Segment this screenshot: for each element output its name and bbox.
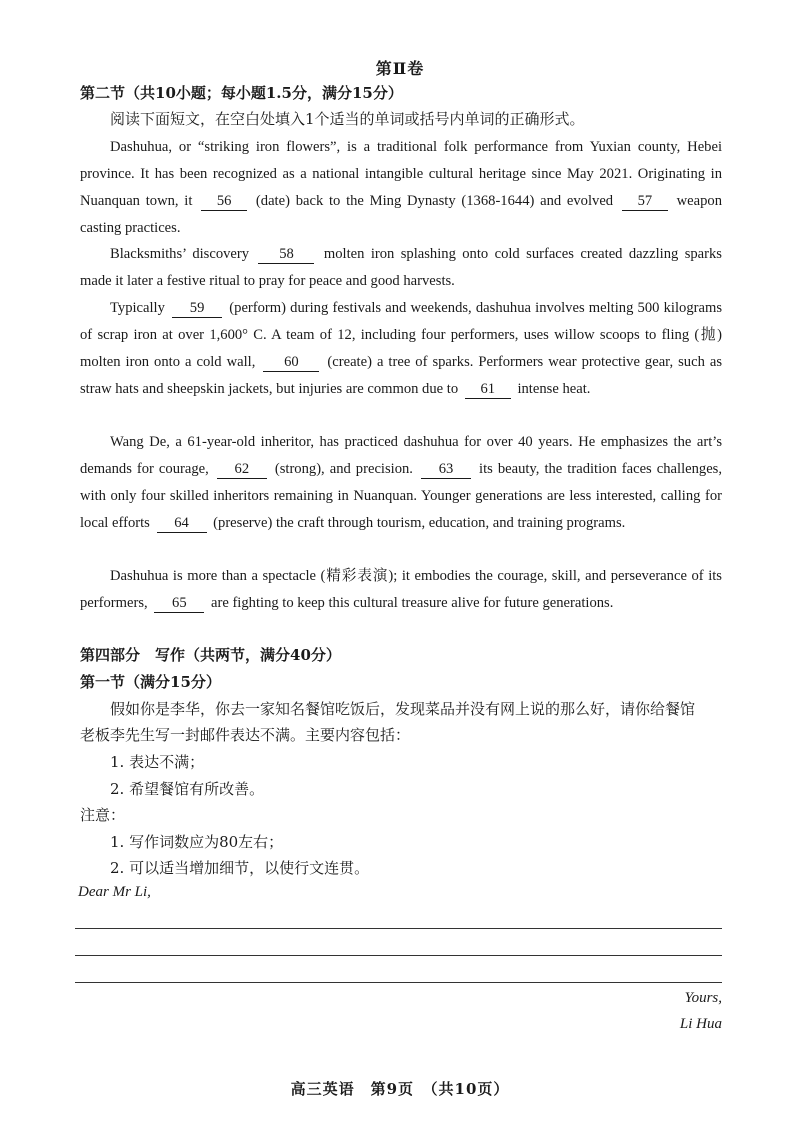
blank-62[interactable]: 62 xyxy=(217,460,267,479)
answer-line-3[interactable] xyxy=(75,982,722,983)
p2-text-a: Blacksmiths’ discovery xyxy=(110,246,250,262)
blank-59[interactable]: 59 xyxy=(172,299,222,318)
letter-signature: Li Hua xyxy=(679,1016,722,1032)
writing-prompt-line-2: 老板李先生写一封邮件表达不满。主要内容包括： xyxy=(80,726,411,744)
p1-text-c: (date) back to the Ming Dynasty (1368-1644) and evolved xyxy=(255,193,614,209)
answer-line-1[interactable] xyxy=(75,928,722,929)
blank-61[interactable]: 61 xyxy=(465,380,511,399)
passage-paragraph-1 xyxy=(80,134,722,242)
blank-57[interactable]: 57 xyxy=(622,192,668,211)
passage-paragraph-2 xyxy=(80,241,722,295)
blank-63[interactable]: 63 xyxy=(421,460,471,479)
blank-65[interactable]: 65 xyxy=(154,594,204,613)
p4-text-c: (strong), and precision. xyxy=(274,461,413,477)
p5-text-c: are fighting to keep this cultural treasure alive for future generations. xyxy=(210,595,614,611)
page-footer: 高三英语 第9页 （共10页） xyxy=(290,1080,510,1098)
writing-point-1: 1. 表达不满； xyxy=(110,753,205,771)
blank-58[interactable]: 58 xyxy=(258,245,314,264)
blank-56[interactable]: 56 xyxy=(201,192,247,211)
p1-text-d: weapon casting practices. xyxy=(80,193,722,236)
section-2-heading: 第二节（共10小题；每小题1.5分，满分15分） xyxy=(80,84,403,102)
p5-text-a: Dashuhua is more than a spectacle (精彩表演); it embodies the courage, skill, and perseverance of its performers, xyxy=(80,568,722,611)
part-4-sub1-heading: 第一节（满分15分） xyxy=(80,673,221,691)
part-4-heading: 第四部分 写作（共两节，满分40分） xyxy=(80,646,341,664)
notes-label: 注意： xyxy=(80,806,126,824)
blank-64[interactable]: 64 xyxy=(157,514,207,533)
section-2-instruction: 阅读下面短文，在空白处填入1个适当的单词或括号内单词的正确形式。 xyxy=(110,110,585,128)
writing-prompt-line-1: 假如你是李华，你去一家知名餐馆吃饭后，发现菜品并没有网上说的那么好，请你给餐馆 xyxy=(110,700,696,718)
note-2: 2. 可以适当增加细节，以使行文连贯。 xyxy=(110,859,370,877)
p3-text-d: (create) a tree of sparks. Performers wear protective gear, such as straw hats and sheepskin jackets, but injuries are common due to xyxy=(80,354,723,397)
p4-text-e: (preserve) the craft through tourism, education, and training programs. xyxy=(213,515,626,531)
p3-text-a: Typically xyxy=(110,300,165,316)
p3-text-e: intense heat. xyxy=(517,381,591,397)
p4-text-a: Wang De, a 61-year-old inheritor, has practiced dashuhua for over 40 years. He emphasizes the art’s demands for courage, xyxy=(80,434,722,477)
note-1: 1. 写作词数应为80左右； xyxy=(110,833,284,851)
passage-paragraph-5 xyxy=(80,563,722,617)
p3-text-c: (perform) during festivals and weekends, dashuhua involves melting 500 kilograms of scrap iron at over 1,600° C. A team of 12, including four performers, uses willow scoops to fling (抛) molten iron onto a cold wall, xyxy=(80,300,722,370)
passage-paragraph-3 xyxy=(80,295,722,403)
answer-line-2[interactable] xyxy=(75,955,722,956)
p1-text-a: Dashuhua, or “striking iron flowers”, is a traditional folk performance from Yuxian county, Hebei province. It has been recognized as a national intangible cultural heritage since May 2021. Originating in Nuanquan town, it xyxy=(80,139,722,209)
p2-text-c: molten iron splashing onto cold surfaces created dazzling sparks made it later a festive ritual to pray for peace and good harvests. xyxy=(80,246,722,289)
p4-text-d: its beauty, the tradition faces challenges, with only four skilled inheritors remaining in Nuanquan. Younger generations are less interested, calling for local efforts xyxy=(80,461,722,531)
volume-title: 第Ⅱ卷 xyxy=(375,59,425,78)
passage-paragraph-4 xyxy=(80,429,722,537)
writing-point-2: 2. 希望餐馆有所改善。 xyxy=(110,780,265,798)
blank-60[interactable]: 60 xyxy=(263,353,319,372)
letter-closing: Yours, xyxy=(684,990,722,1006)
letter-salutation: Dear Mr Li, xyxy=(78,884,151,900)
